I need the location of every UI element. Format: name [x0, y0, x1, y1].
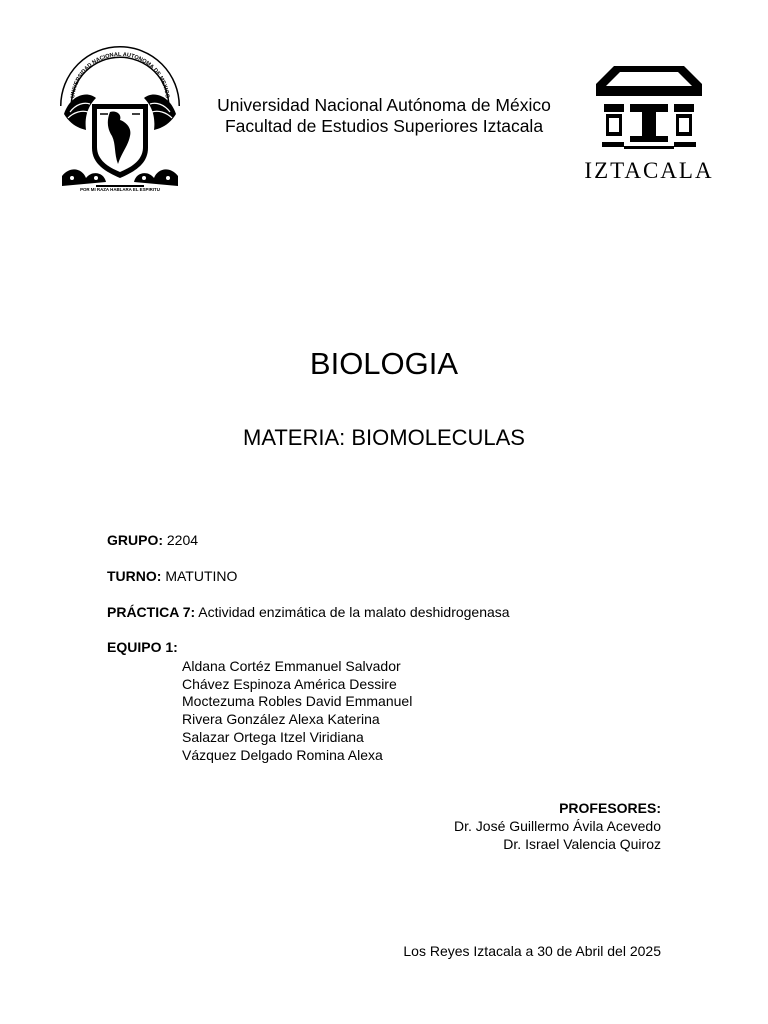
turno-label: TURNO:	[107, 568, 162, 584]
unam-seal-motto: POR MI RAZA HABLARA EL ESPIRITU	[80, 187, 160, 192]
turno-value: MATUTINO	[161, 568, 238, 584]
document-title: BIOLOGIA	[309, 346, 459, 381]
practica-label: PRÁCTICA 7:	[107, 604, 196, 620]
team-member: Rivera González Alexa Katerina	[182, 711, 380, 727]
document-subtitle: MATERIA: BIOMOLECULAS	[243, 425, 525, 450]
team-member: Moctezuma Robles David Emmanuel	[182, 693, 413, 709]
faculty-name: Facultad de Estudios Superiores Iztacala	[224, 116, 544, 136]
team-member: Chávez Espinoza América Dessire	[182, 676, 397, 692]
team-member: Salazar Ortega Itzel Viridiana	[182, 729, 364, 745]
unam-seal-text: UNIVERSIDAD NACIONAL AUTONOMA DE MEXICO	[70, 51, 170, 99]
practica-field	[107, 603, 510, 621]
equipo-label: EQUIPO 1:	[107, 639, 178, 655]
turno-field	[107, 567, 237, 585]
grupo-value: 2204	[163, 532, 199, 548]
team-member: Aldana Cortéz Emmanuel Salvador	[182, 658, 401, 674]
practica-value: Actividad enzimática de la malato deshidrogenasa	[195, 604, 510, 620]
grupo-field	[107, 531, 198, 549]
university-name: Universidad Nacional Autónoma de México	[217, 95, 551, 115]
grupo-label: GRUPO:	[107, 532, 163, 548]
professor-name: Dr. José Guillermo Ávila Acevedo	[454, 818, 661, 834]
professors-label: PROFESORES:	[559, 800, 661, 816]
team-member: Vázquez Delgado Romina Alexa	[182, 747, 383, 763]
iztacala-wordmark: IZTACALA	[584, 158, 714, 183]
place-date: Los Reyes Iztacala a 30 de Abril del 2025	[403, 943, 661, 959]
professor-name: Dr. Israel Valencia Quiroz	[503, 836, 661, 852]
unam-seal-icon	[56, 44, 184, 192]
iztacala-logo-icon	[576, 62, 722, 184]
equipo-field	[107, 638, 178, 656]
